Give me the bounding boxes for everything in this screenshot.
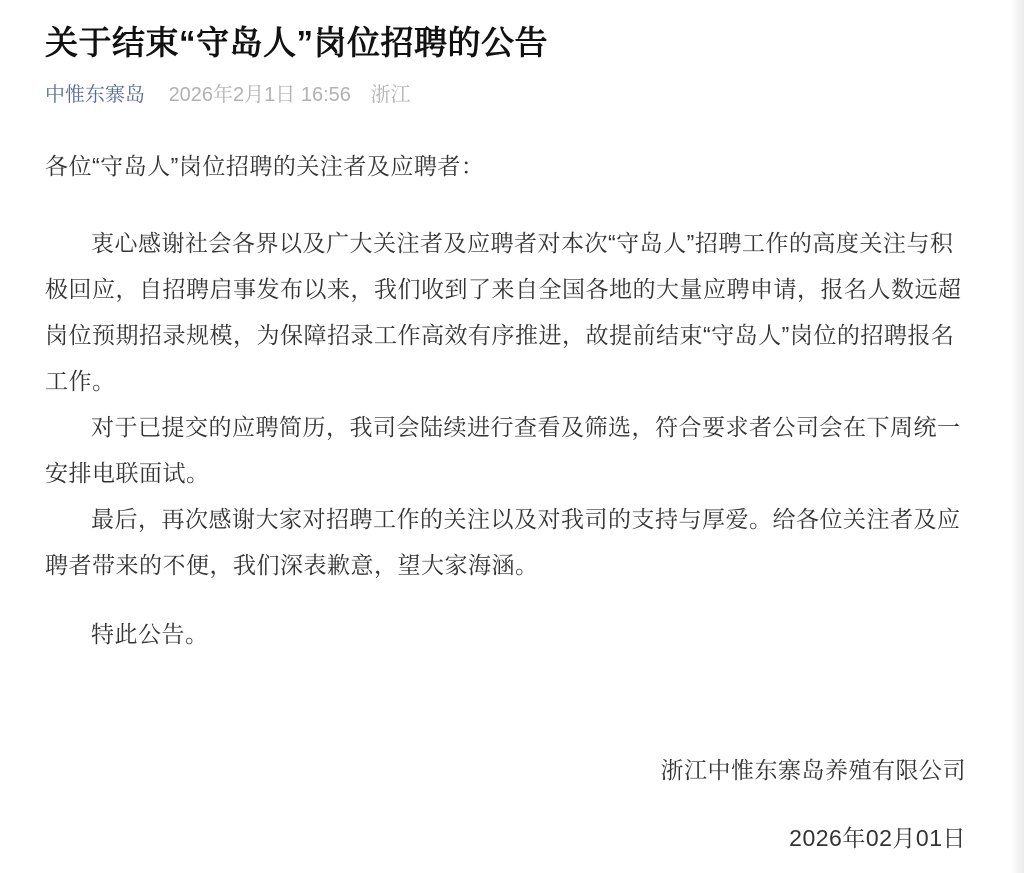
author-link[interactable]: 中惟东寨岛 [45,84,145,106]
signature-date: 2026年02月01日 [789,825,966,851]
body-paragraph: 对于已提交的应聘简历，我司会陆续进行查看及筛选，符合要求者公司会在下周统一安排电联面试。 [45,414,961,486]
body-paragraph: 衷心感谢社会各界以及广大关注者及应聘者对本次“守岛人”招聘工作的高度关注与积极回应，自招聘启事发布以来，我们收到了来自全国各地的大量应聘申请，报名人数远超岗位预期招录规模，为保障招录工作高效有序推进，故提前结束“守岛人”岗位的招聘报名工作。 [45,230,962,394]
body-paragraph: 最后，再次感谢大家对招聘工作的关注以及对我司的支持与厚爱。给各位关注者及应聘者带来的不便，我们深表歉意，望大家海涵。 [45,506,961,578]
signature-company: 浙江中惟东寨岛养殖有限公司 [660,757,966,783]
greeting-line: 各位“守岛人”岗位招聘的关注者及应聘者： [45,153,485,179]
publish-location: 浙江 [370,84,411,106]
closing-line: 特此公告。 [91,621,209,647]
article-body [45,143,966,861]
article-title: 关于结束“守岛人”岗位招聘的公告 [45,24,548,61]
page-edge-shadow [1010,0,1024,873]
byline [45,81,966,109]
publish-datetime: 2026年2月1日 16:56 [168,84,351,106]
